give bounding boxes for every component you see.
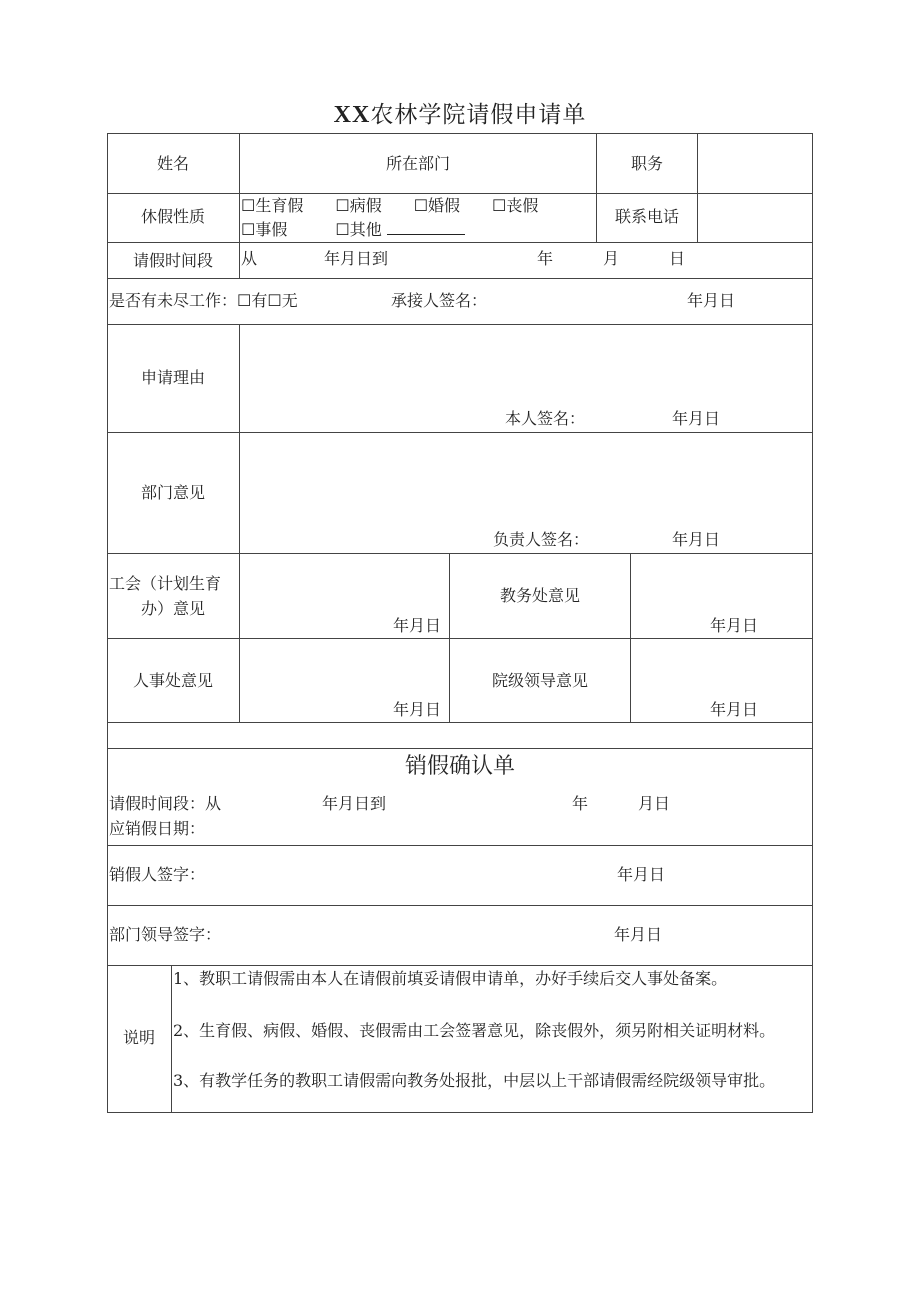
note-1: 1、教职工请假需由本人在请假前填妥请假申请单，办好手续后交人事处备案。 bbox=[173, 969, 728, 988]
self-sign-label: 本人签名： bbox=[505, 409, 586, 428]
successor-sign-label: 承接人签名： bbox=[391, 291, 488, 310]
post-label: 职务 bbox=[630, 154, 663, 173]
cancel-period-label: 请假时间段：从 bbox=[109, 794, 222, 813]
rule bbox=[107, 722, 813, 723]
leave-type-options-2[interactable] bbox=[241, 220, 465, 241]
dept-opinion-field[interactable] bbox=[240, 436, 812, 516]
rule bbox=[630, 553, 631, 722]
cancel-period-year: 年 bbox=[572, 794, 589, 813]
canceller-sign-label: 销假人签字： bbox=[109, 865, 206, 884]
leave-type-options-2-text: ☐事假 ☐其他 bbox=[241, 220, 382, 239]
leave-type-label: 休假性质 bbox=[140, 207, 205, 226]
rule bbox=[107, 242, 813, 243]
rule bbox=[107, 638, 813, 639]
reason-field[interactable] bbox=[240, 328, 812, 398]
period-mid: 年月日到 bbox=[324, 249, 389, 268]
rule bbox=[812, 133, 813, 1113]
post-field[interactable] bbox=[699, 135, 811, 191]
rule bbox=[107, 278, 813, 279]
academic-date: 年月日 bbox=[710, 616, 759, 635]
hr-date: 年月日 bbox=[393, 700, 442, 719]
period-month: 月 bbox=[603, 249, 620, 268]
cancel-period-monthday: 月日 bbox=[638, 794, 671, 813]
other-blank[interactable] bbox=[387, 220, 465, 235]
successor-date: 年月日 bbox=[687, 291, 736, 310]
dept-opinion-label: 部门意见 bbox=[140, 483, 205, 502]
note-3: 3、有教学任务的教职工请假需向教务处报批，中层以上干部请假需经院级领导审批。 bbox=[173, 1071, 776, 1090]
cancel-title: 销假确认单 bbox=[404, 754, 515, 779]
period-day: 日 bbox=[669, 249, 686, 268]
rule bbox=[107, 845, 813, 846]
dept-label: 所在部门 bbox=[385, 154, 450, 173]
rule bbox=[171, 965, 172, 1113]
period-label: 请假时间段 bbox=[132, 251, 213, 270]
unfinished-work[interactable]: 是否有未尽工作：☐有☐无 bbox=[109, 291, 298, 310]
rule bbox=[449, 553, 450, 722]
dept-leader-sign-label: 部门领导签字： bbox=[109, 925, 222, 944]
union-date: 年月日 bbox=[393, 616, 442, 635]
hr-opinion-label: 人事处意见 bbox=[132, 671, 213, 690]
head-sign-date: 年月日 bbox=[672, 530, 721, 549]
leave-form-table bbox=[107, 133, 813, 1113]
leave-type-options-1[interactable]: ☐生育假 ☐病假 ☐婚假 ☐丧假 bbox=[241, 196, 539, 215]
phone-label: 联系电话 bbox=[614, 207, 679, 226]
period-from: 从 bbox=[241, 249, 258, 268]
union-opinion-label-2: 办）意见 bbox=[140, 599, 205, 618]
phone-field[interactable] bbox=[699, 195, 811, 241]
leader-date: 年月日 bbox=[710, 700, 759, 719]
dept-leader-sign-date: 年月日 bbox=[614, 925, 663, 944]
reason-label: 申请理由 bbox=[140, 368, 205, 387]
title-prefix: XX bbox=[333, 102, 371, 128]
title-text: 农林学院请假申请单 bbox=[370, 102, 587, 128]
cancel-due-date-label: 应销假日期： bbox=[109, 819, 206, 838]
rule bbox=[697, 133, 698, 243]
rule bbox=[107, 905, 813, 906]
head-sign-label: 负责人签名： bbox=[493, 530, 590, 549]
note-2: 2、生育假、病假、婚假、丧假需由工会签署意见，除丧假外，须另附相关证明材料。 bbox=[173, 1021, 776, 1040]
notes-label: 说明 bbox=[122, 1028, 155, 1047]
name-label: 姓名 bbox=[156, 154, 189, 173]
self-sign-date: 年月日 bbox=[672, 409, 721, 428]
rule bbox=[107, 133, 108, 1113]
page-title bbox=[0, 96, 920, 129]
academic-opinion-label: 教务处意见 bbox=[499, 586, 580, 605]
rule bbox=[107, 324, 813, 325]
rule bbox=[107, 965, 813, 966]
rule bbox=[107, 133, 813, 134]
period-year: 年 bbox=[537, 249, 554, 268]
rule bbox=[107, 193, 813, 194]
rule bbox=[107, 553, 813, 554]
rule bbox=[107, 1112, 813, 1113]
canceller-sign-date: 年月日 bbox=[617, 865, 666, 884]
rule bbox=[107, 432, 813, 433]
cancel-period-mid: 年月日到 bbox=[322, 794, 387, 813]
union-opinion-label-1: 工会（计划生育 bbox=[109, 574, 222, 593]
leader-opinion-label: 院级领导意见 bbox=[491, 671, 588, 690]
